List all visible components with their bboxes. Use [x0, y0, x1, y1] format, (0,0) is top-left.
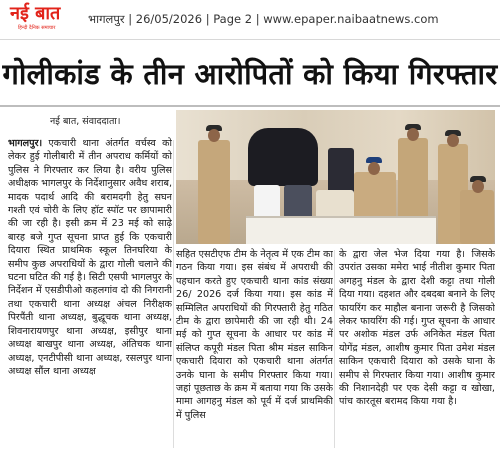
logo-tagline: हिन्दी दैनिक समाचार	[18, 24, 56, 31]
edition-info: भागलपुर | 26/05/2026 | Page 2 | www.epaper.naibaatnews.com	[88, 12, 439, 26]
display-table	[246, 216, 436, 244]
article-column-1	[8, 137, 172, 449]
person-head	[472, 180, 484, 193]
masthead	[0, 0, 500, 40]
person-head	[368, 162, 380, 175]
column-divider	[173, 140, 174, 448]
accused-covered-figure	[248, 128, 318, 186]
article-byline: नई बात, संवाददाता।	[50, 116, 121, 127]
article-column-3	[339, 248, 495, 450]
officer-figure	[198, 140, 230, 244]
dateline: भागलपुर।	[8, 138, 43, 149]
headline-banner	[0, 41, 500, 107]
person-head	[447, 134, 459, 147]
officer-figure	[460, 190, 494, 244]
column-divider	[334, 250, 335, 448]
logo-text: नई बात	[10, 2, 61, 24]
column-1-text: एकचारी थाना अंतर्गत वर्चस्व को लेकर हुई गोलीबारी में तीन अपराध कर्मियों को पुलिस ने गिरफ्तार कर लिया है। वरीय पुलिस अधीक्षक भागलपुर के निर्देशानुसार अवैध शराब, मादक पदार्थ आदि की बरामदगी हेतु सघन गश्ती एवं चोरी के लिए हॉट स्पॉट पर छापामारी की जा रही है। इसी क्रम में 23 मई को साढ़े बारह बजे गुप्त सूचना प्राप्त हुई कि एकचारी दियारा स्थित प्राथमिक स्कूल तिनघरिया के समीप कुछ अपराधियों के द्वारा गोली चलाने की घटना घटित की गई है। सिटी एसपी भागलपुर के निर्देशन में एसडीपीओ कहलगांव दो की निगरानी तथा एकचारी थाना अध्यक्ष अंचल निरीक्षक पिरपैंती थाना अध्यक्ष, बुद्धूचक थाना अध्यक्ष, शिवनारायणपुर थाना अध्यक्ष, इसीपुर थाना अध्यक्ष बाखपुर थाना अध्यक्ष, अंतिचक थाना अध्यक्ष, एनटीपीसी थाना अध्यक्ष, रसलपुर थाना अध्यक्ष सौंल थाना अध्यक्ष	[8, 138, 172, 377]
press-photo	[176, 110, 495, 244]
column-2-text: सहित एसटीएफ टीम के नेतृत्व में एक टीम का गठन किया गया। इस संबंध में अपराधी की पहचान करते हुए एकचारी थाना कांड संख्या 26/ 2026 दर्ज किया गया। इस कांड में सम्मिलित अपराधियों की गिरफ्तारी हेतु गठित टीम के द्वारा छापेमारी की जा रही थी। 24 मई को गुप्त सूचना के आधार पर कांड में संलिप्त कपूरी मंडल पिता श्रीम मंडल साकिन एकचारी दियारा को एकचारी थाना अंतर्गत उनके घाना के समीप गिरफ्तार किया गया। जहां पूछताछ के क्रम में बताया गया कि उसके मामा आगहनु मंडल को पूर्व में दर्ज प्राथमिकी में पुलिस	[176, 249, 333, 421]
person-head	[208, 129, 220, 142]
article-headline: गोलीकांड के तीन आरोपितों को किया गिरफ्तार	[2, 56, 498, 91]
newspaper-logo[interactable]	[10, 3, 78, 37]
article-column-2	[176, 248, 333, 450]
person-head	[407, 128, 419, 141]
column-3-text: के द्वारा जेल भेज दिया गया है। जिसके उपरांत उसका ममेरा भाई नीतीश कुमार पिता अगहनु मंडल के द्वारा देशी कट्टा तथा गोली दिया गया। दहशत और दबदबा बनाने के लिए फायरिंग कर माहौल बनाना जरूरी है जिसको लेकर फायरिंग की गई। गुप्त सूचना के आधार पर अशोक मंडल उर्फ अनिकेत मंडल पिता योगेंद्र मंडल, आशीष कुमार पिता उमेश मंडल साकिन एकचारी दियारा को उसके घाना के समीप से गिरफ्तार किया गया। आशीष कुमार की निशानदेही पर एक देसी कट्टा व खोखा, पांच कारतूस बरामद किया गया है।	[339, 249, 495, 408]
